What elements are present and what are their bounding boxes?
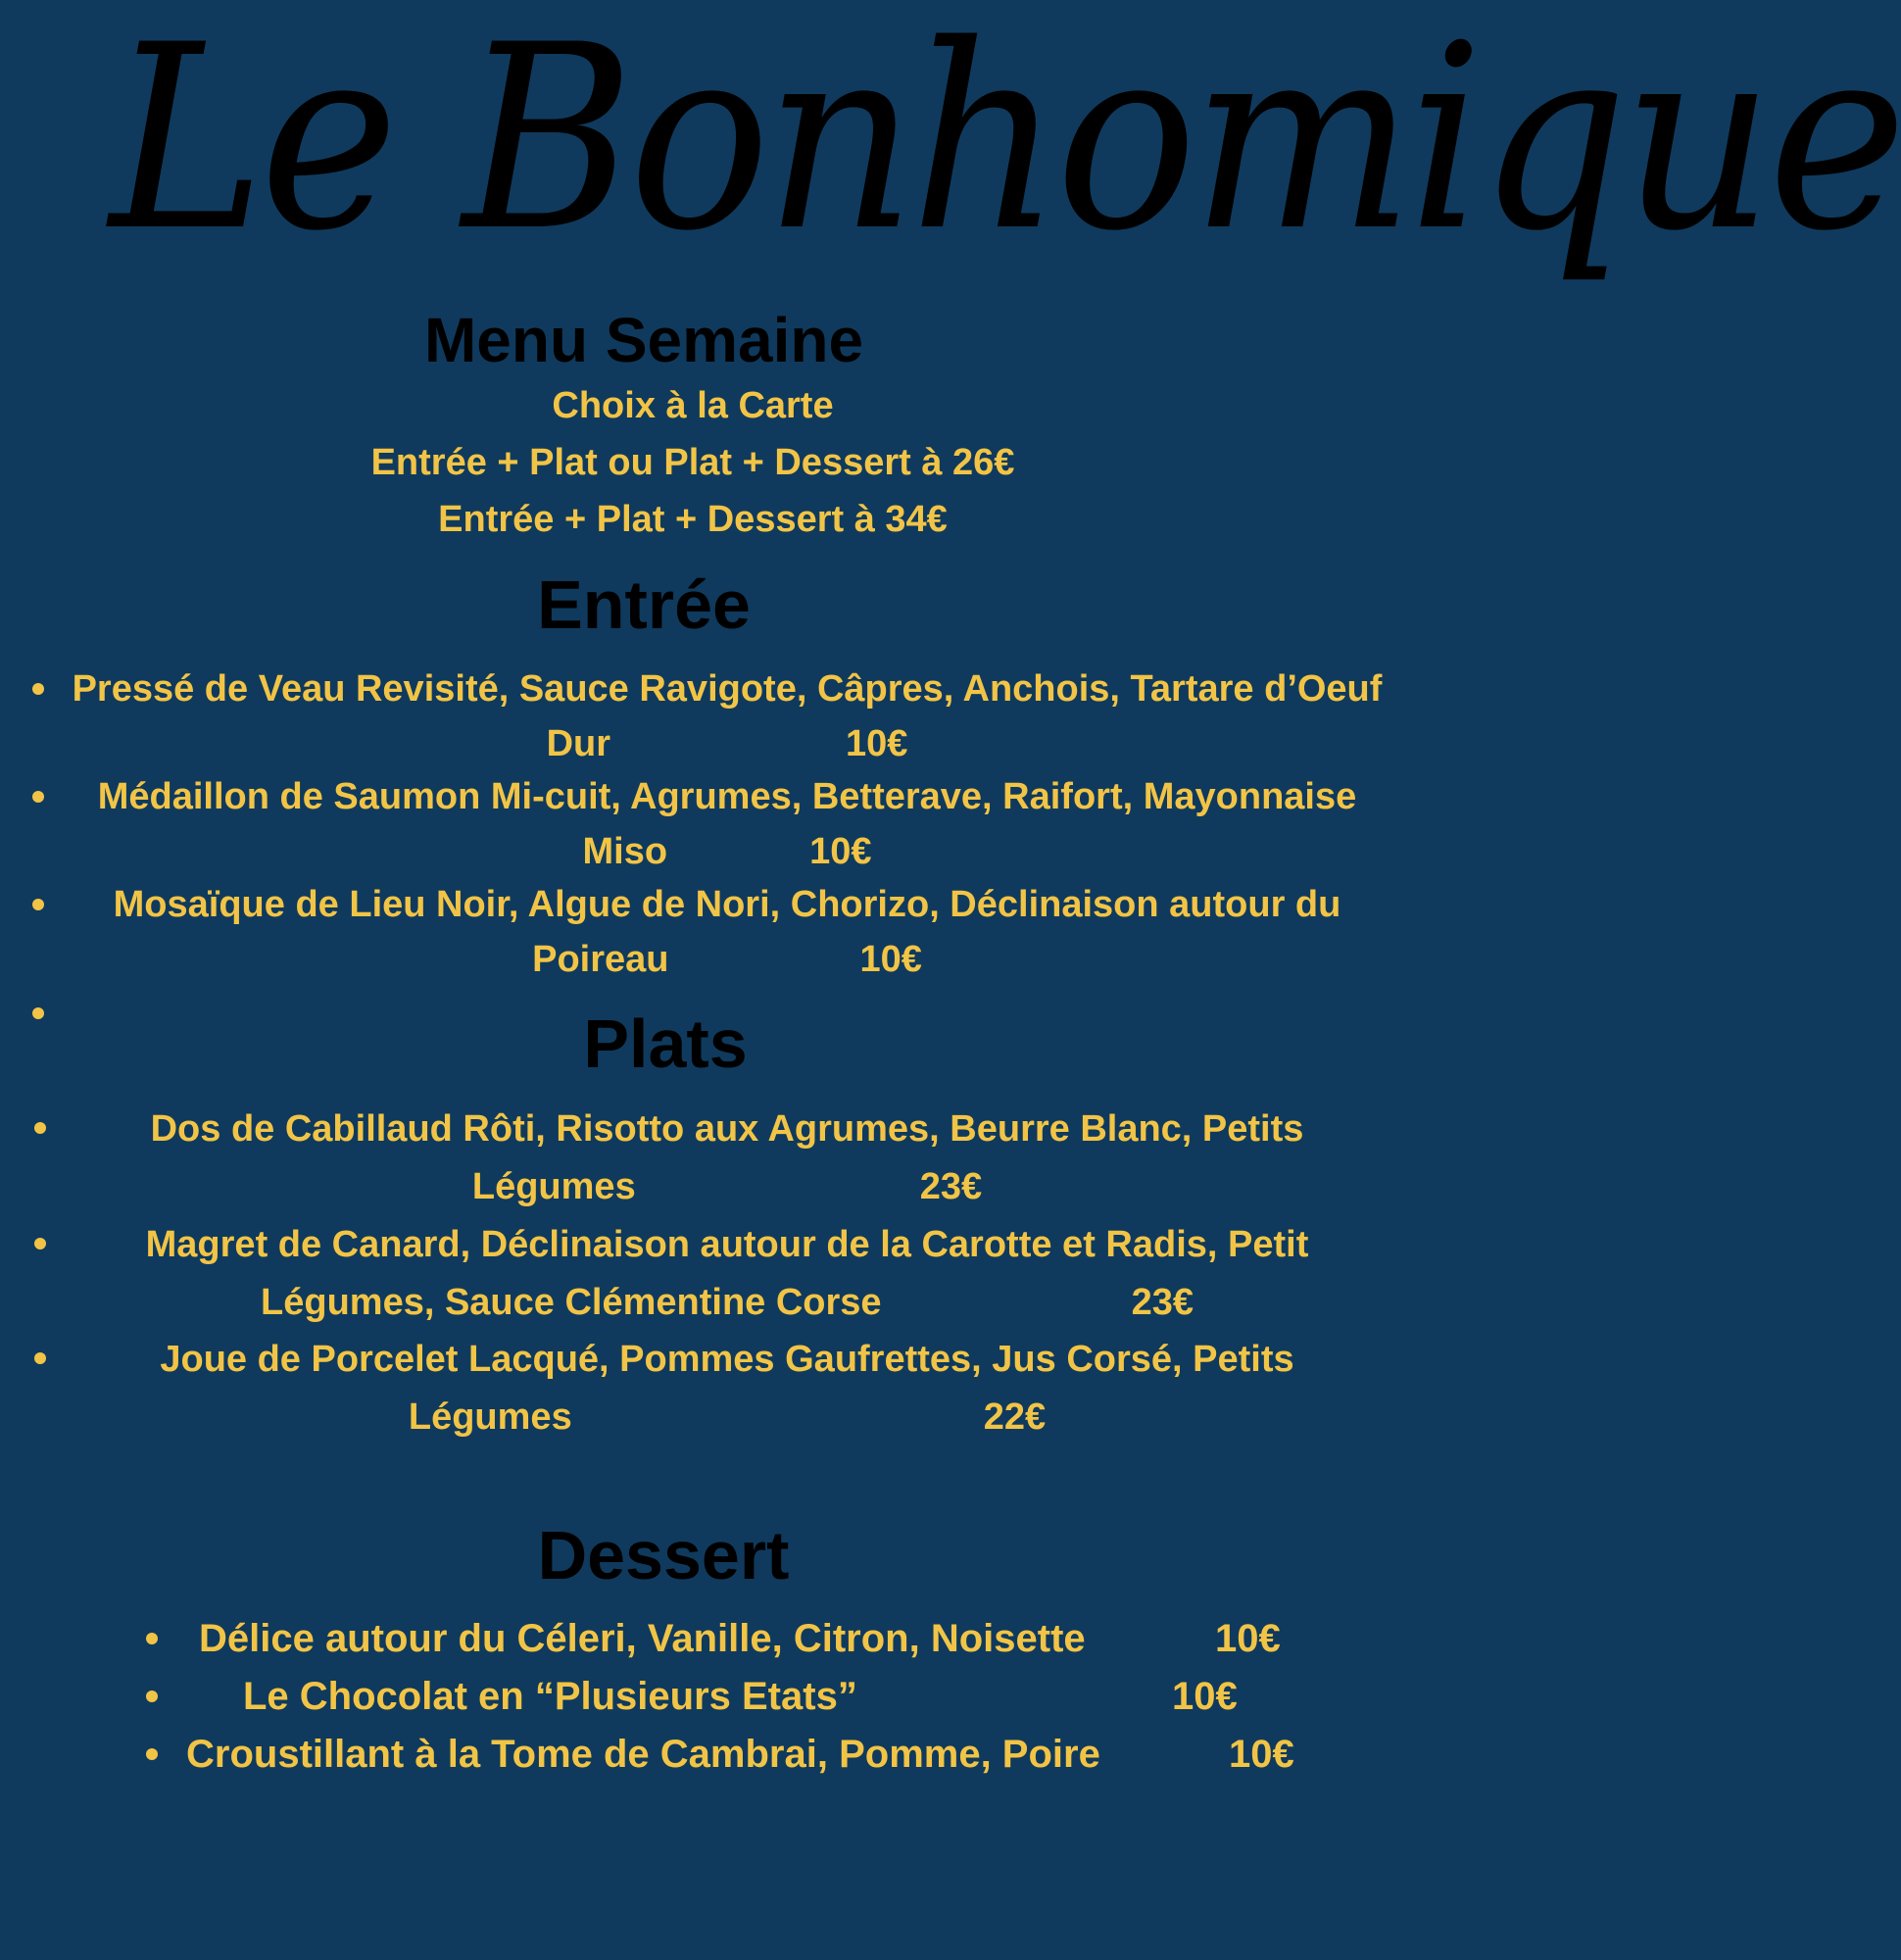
- dish-name: Magret de Canard, Déclinaison autour de la Carotte et Radis, Petit: [145, 1224, 1309, 1265]
- dish-name-cont: [78, 1389, 1376, 1446]
- section-heading-entree: Entrée: [537, 566, 751, 643]
- section-heading-plats: Plats: [583, 1005, 748, 1082]
- bullet: [32, 683, 44, 695]
- dish-name: Médaillon de Saumon Mi-cuit, Agrumes, Betterave, Raifort, Mayonnaise: [97, 776, 1357, 817]
- menu-intro-two-course: Entrée + Plat ou Plat + Dessert à 26€: [370, 442, 1015, 483]
- dish-price: 10€: [846, 723, 908, 764]
- dish-name-end: Dur: [546, 723, 611, 764]
- section-heading-dessert: Dessert: [537, 1517, 790, 1593]
- list-item: [69, 662, 1386, 771]
- dish-name-end: Légumes: [471, 1166, 636, 1207]
- list-item: [186, 1726, 1100, 1783]
- bullet: [34, 1352, 46, 1364]
- list-item: [78, 1101, 1376, 1216]
- bullet: [34, 1122, 46, 1134]
- dish-price: 22€: [983, 1396, 1047, 1438]
- bullet: [32, 791, 44, 803]
- list-item: [199, 1610, 1086, 1667]
- dish-name: Mosaïque de Lieu Noir, Algue de Nori, Chorizo, Déclinaison autour du: [113, 884, 1341, 925]
- dessert-price: 10€: [1229, 1733, 1294, 1776]
- list-item: [69, 769, 1386, 879]
- dish-price: 23€: [1131, 1282, 1194, 1323]
- bullet: [146, 1633, 158, 1644]
- dessert-name: Croustillant à la Tome de Cambrai, Pomme, Poire: [186, 1733, 1100, 1776]
- dish-name-cont: [69, 716, 1386, 771]
- dessert-price: 10€: [1215, 1617, 1281, 1660]
- dish-price: 10€: [809, 831, 872, 872]
- dish-name-end: Miso: [582, 831, 668, 872]
- dish-name-cont: [78, 1158, 1376, 1216]
- bullet: [146, 1748, 158, 1760]
- bullet: [32, 899, 44, 910]
- dessert-price: 10€: [1172, 1675, 1238, 1718]
- dessert-name: Délice autour du Céleri, Vanille, Citron, Noisette: [199, 1617, 1086, 1660]
- menu-title: Menu Semaine: [423, 305, 864, 375]
- dish-name-cont: [78, 1274, 1376, 1332]
- dish-name-cont: [69, 824, 1386, 879]
- list-item: [78, 1331, 1376, 1446]
- list-item: [243, 1668, 857, 1725]
- dish-name-cont: [69, 932, 1386, 987]
- dish-name-end: Légumes: [408, 1396, 572, 1438]
- dish-name: Joue de Porcelet Lacqué, Pommes Gaufrettes, Jus Corsé, Petits: [160, 1339, 1294, 1380]
- dessert-name: Le Chocolat en “Plusieurs Etats”: [243, 1675, 857, 1718]
- dish-name: Dos de Cabillaud Rôti, Risotto aux Agrumes, Beurre Blanc, Petits: [150, 1108, 1304, 1150]
- menu-intro-choice: Choix à la Carte: [552, 385, 834, 426]
- dish-price: 10€: [859, 939, 922, 980]
- restaurant-logo: Le Bonhomique: [109, 0, 1901, 287]
- menu-intro-three-course: Entrée + Plat + Dessert à 34€: [438, 499, 948, 540]
- dish-name-end: Poireau: [532, 939, 669, 980]
- bullet: [146, 1690, 158, 1702]
- list-item: [78, 1216, 1376, 1332]
- dish-price: 23€: [919, 1166, 983, 1207]
- bullet: [34, 1238, 46, 1250]
- list-item: [69, 877, 1386, 987]
- dish-name: Pressé de Veau Revisité, Sauce Ravigote, Câpres, Anchois, Tartare d’Oeuf: [72, 668, 1383, 710]
- dish-name-end: Légumes, Sauce Clémentine Corse: [261, 1282, 882, 1323]
